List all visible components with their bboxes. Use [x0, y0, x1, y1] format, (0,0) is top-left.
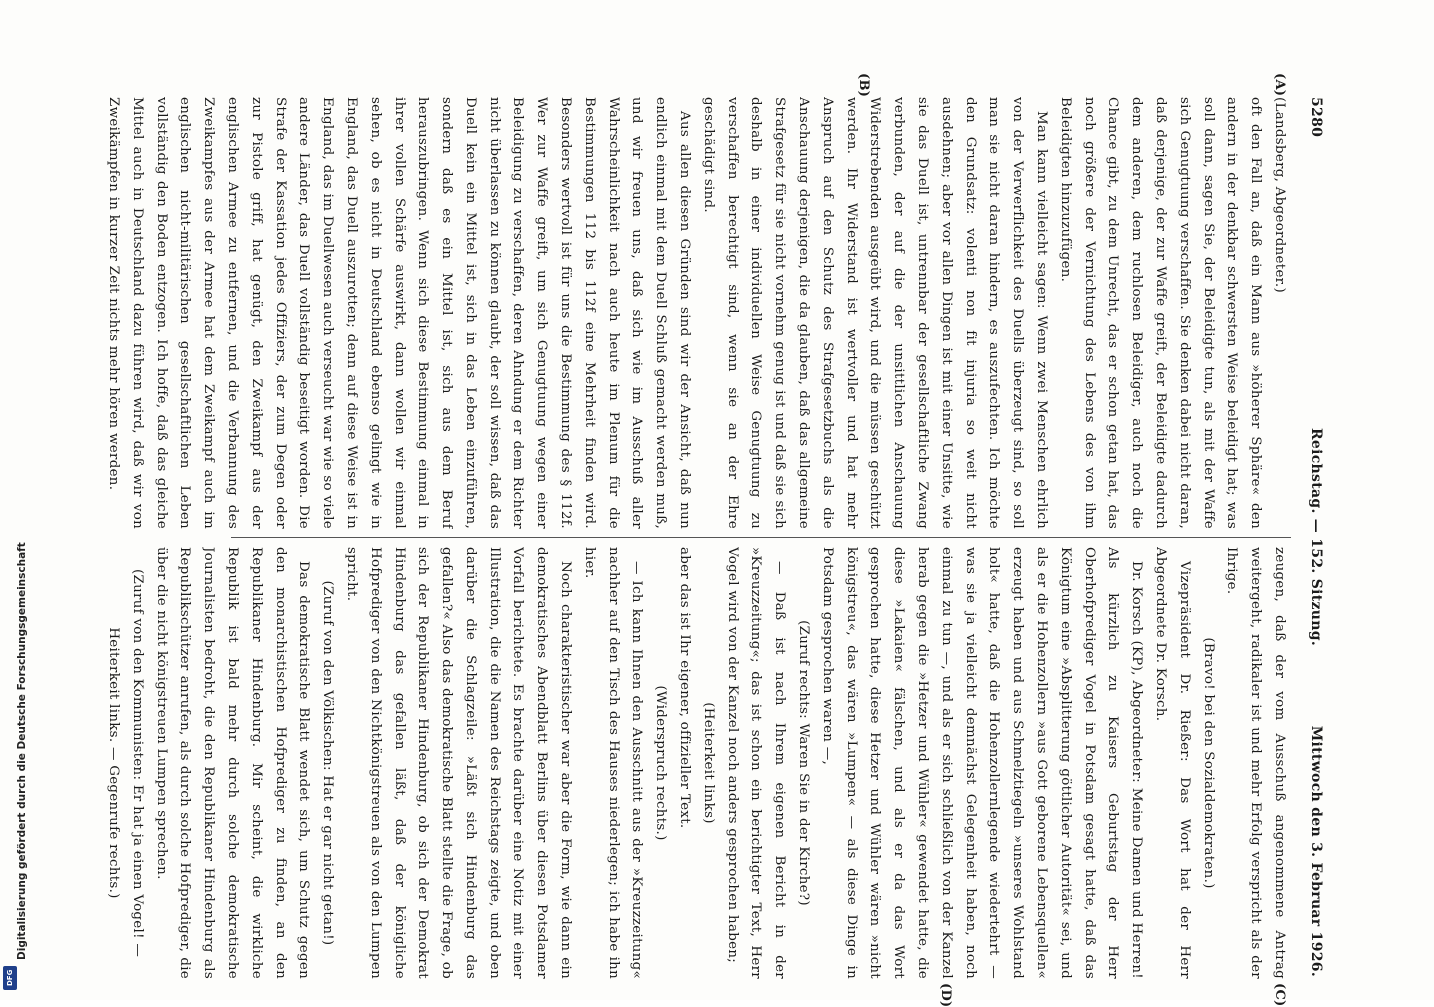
stage-direction: (Heiterkeit links) [696, 547, 720, 979]
page-number: 5280 [1303, 97, 1327, 137]
paragraph: — Ich kann Ihnen den Ausschnitt aus der »Kreuzzeitung« nachher auf den Tisch des Hauses niederlegen; ich habe ihn hier. [577, 547, 648, 979]
paragraph: aber das ist Ihr eigener, offizieller Text. [672, 547, 696, 979]
column-divider [231, 537, 1291, 538]
paragraph: — Daß ist nach Ihrem eigenen Bericht in der »Kreuzzeitung«; das ist schon ein berichtigter Text, Herr Vogel wird von der Kanzel noch anders gesprochen haben; [720, 547, 791, 979]
stage-direction: (Zuruf von den Kommunisten: Er hat ja einen Vogel! — Heiterkeit links. — Gegenrufe rechts.) [101, 547, 149, 979]
rotated-document-page [95, 97, 1327, 977]
margin-marker-d: (D) [933, 983, 957, 1007]
paragraph: Vizepräsident Dr. Rießer: Das Wort hat der Herr Abgeordnete Dr. Korsch. [1148, 547, 1196, 979]
session-date: Mittwoch den 3. Februar 1926. [1303, 726, 1327, 977]
stage-direction: (Widerspruch rechts.) [648, 547, 672, 979]
page-header [1299, 97, 1327, 977]
paragraph: oft den Fall an, daß ein Mann aus »höherer Sphäre« den andern in der denkbar schwersten Weise beleidigt hat; was soll dann, sagen Sie, der Beleidigte tun, als mit der Waffe sich Genugtuung verschaffen. Sie denken dabei nicht daran, daß derjenige, der zur Waffe greift, der Beleidigte dadurch dem anderen, dem ruchlosen Beleidiger, auch noch die Chance gibt, zu dem Unrecht, das er schon getan hat, das noch größere der Vernichtung des Lebens des von ihm Beleidigten hinzuzufügen. [1053, 97, 1267, 529]
running-head: Reichstag. — 152. Sitzung. [1303, 97, 1327, 977]
margin-marker-b: (B) [851, 73, 875, 97]
paragraph: Dr. Korsch (KP), Abgeordneter: Meine Damen und Herren! Als kürzlich zu Kaisers Geburtstag der Herr Oberhofprediger Vogel in Potsdam gesagt hatte, daß das Königtum eine »Absplitterung göttlicher Autorität« sei, und als er die Hohenzollern »aus Gott geborene Lebensquellen« erzeugt haben und aus Schmelztiegeln »unseres Wohlstand holt« hatte, daß die Hohenzollernlegende wiedertehrt — was sie ja vielleicht demnächst Gelegenheit haben, noch einmal zu tun —, und als er sich schließlich von der Kanzel herab gegen die »Hetzer und Wühler« gewendet hatte, die diese »Lakaien« fälschen, und als er da das Wort gesprochen hatte, diese Hetzer und Wühler wären »nicht königstreu«, das wären »Lumpen« — als diese Dinge in Potsdam gesprochen waren —, [815, 547, 1148, 979]
margin-marker-c: (C) [1267, 983, 1291, 1007]
stage-direction: (Zuruf von den Völkischen: Hat er gar nicht getan!) [315, 547, 339, 979]
paragraph: zeugen, daß der vom Ausschuß angenommene Antrag weitergeht, radikaler ist und mehr Erfolg verspricht als der Ihrige. [1220, 547, 1291, 979]
stage-direction: (Zuruf rechts: Waren Sie in der Kirche?) [791, 547, 815, 979]
left-text-column [101, 97, 1291, 529]
paragraph: Aus allen diesen Gründen sind wir der Ansicht, daß nun endlich einmal mit dem Duell Schluß gemacht werden muß, und wir freuen uns, daß sich wie im Ausschuß aller Wahrscheinlichkeit nach auch heute im Plenum für die Bestimmungen 112 bis 112f eine Mehrheit finden wird. Besonders wertvoll ist für uns die Bestimmung des § 112f. Wer zur Waffe greift, um sich Genugtuung wegen einer Beleidigung zu verschaffen, deren Ahndung er dem Richter nicht überlassen zu können glaubt, der soll wissen, daß das Duell kein ein Mittel ist, sich in das Leben einzuführen, sondern daß es ein Mittel ist, sich aus dem Beruf herauszubringen. Wenn sich diese Bestimmung einmal in ihrer vollen Schärfe auswirkt, dann wollen wir einmal sehen, ob es nicht in Deutschland ebenso gelingt wie in England, das Duell auszurotten; denn auf diese Weise ist in England, das im Duellwesen auch verseucht war wie so viele andere Länder, das Duell vollständig beseitigt worden. Die Strafe der Kassation jedes Offiziers, der zum Degen oder zur Pistole griff, hat genügt, den Zweikampf aus der englischen Armee zu entfernen, und die Verbannung des Zweikampfes aus der Armee hat dem Zweikampf auch im englischen nicht-militärischen gesellschaftlichen Leben vollständig den Boden entzogen. Ich hoffe, daß das gleiche Mittel auch in Deutschland dazu führen wird, daß wir von Zweikämpfen in kurzer Zeit nichts mehr hören werden. [101, 97, 696, 529]
margin-marker-a: (A) [1267, 73, 1291, 96]
paragraph: Das demokratische Blatt wendet sich, um Schutz gegen den monarchistischen Hofprediger zu finden, an den Republikaner Hindenburg. Mir scheint, die wirkliche Republik ist bald mehr durch solche demokratische Journalisten bedroht, die den Republikaner Hindenburg als Republikschützer anrufen, als durch solche Hofprediger, die über die nicht königstreuen Lumpen sprechen. [149, 547, 316, 979]
stage-direction: (Bravo! bei den Sozialdemokraten.) [1196, 547, 1220, 979]
dfg-logo: DFG [3, 966, 17, 990]
right-text-column [101, 547, 1291, 979]
paragraph: (Landsberg, Abgeordneter.) [1267, 97, 1291, 529]
paragraph: Man kann vielleicht sagen: Wenn zwei Menschen ehrlich von der Verwerflichkeit des Duells überzeugt sind, so soll man sie nicht daran hindern, es auszufechten. Ich möchte den Grundsatz: volenti non fit injuria so weit nicht ausdehnen; aber vor allen Dingen ist mit einer Unsitte, wie sie das Duell ist, untrennbar der gesellschaftliche Zwang verbunden, der auf die der unsittlichen Anschauung Widerstrebenden ausgeübt wird, und die müssen geschützt werden. Ihr Widerstand ist wertvoller und hat mehr Anspruch auf den Schutz des Strafgesetzbuchs als die Anschauung derjenigen, die da glauben, daß das allgemeine Strafgesetz für sie nicht vornehm genug ist und daß sie sich deshalb in einer individuellen Weise Genugtuung zu verschaffen berechtigt sind, wenn sie an der Ehre geschädigt sind. [696, 97, 1053, 529]
digitization-credit: Digitalisierung gefördert durch die Deutsche Forschungsgemeinschaft [16, 542, 28, 960]
paragraph: Noch charakteristischer war aber die Form, wie dann ein demokratisches Abendblatt Berlins über diesen Potsdamer Vorfall berichtete. Es brachte darüber eine Notiz mit einer Illustration, die die Namen des Reichstags zeigte, und oben darüber die Schlagzeile: »Läßt sich Hindenburg das gefallen?« Also das demokratische Blatt stellte die Frage, ob sich der Republikaner Hindenburg, ob sich der Demokrat Hindenburg das gefallen läßt, daß der königliche Hofprediger von den Nichtkönigstreuen als von den Lumpen spricht. [339, 547, 577, 979]
